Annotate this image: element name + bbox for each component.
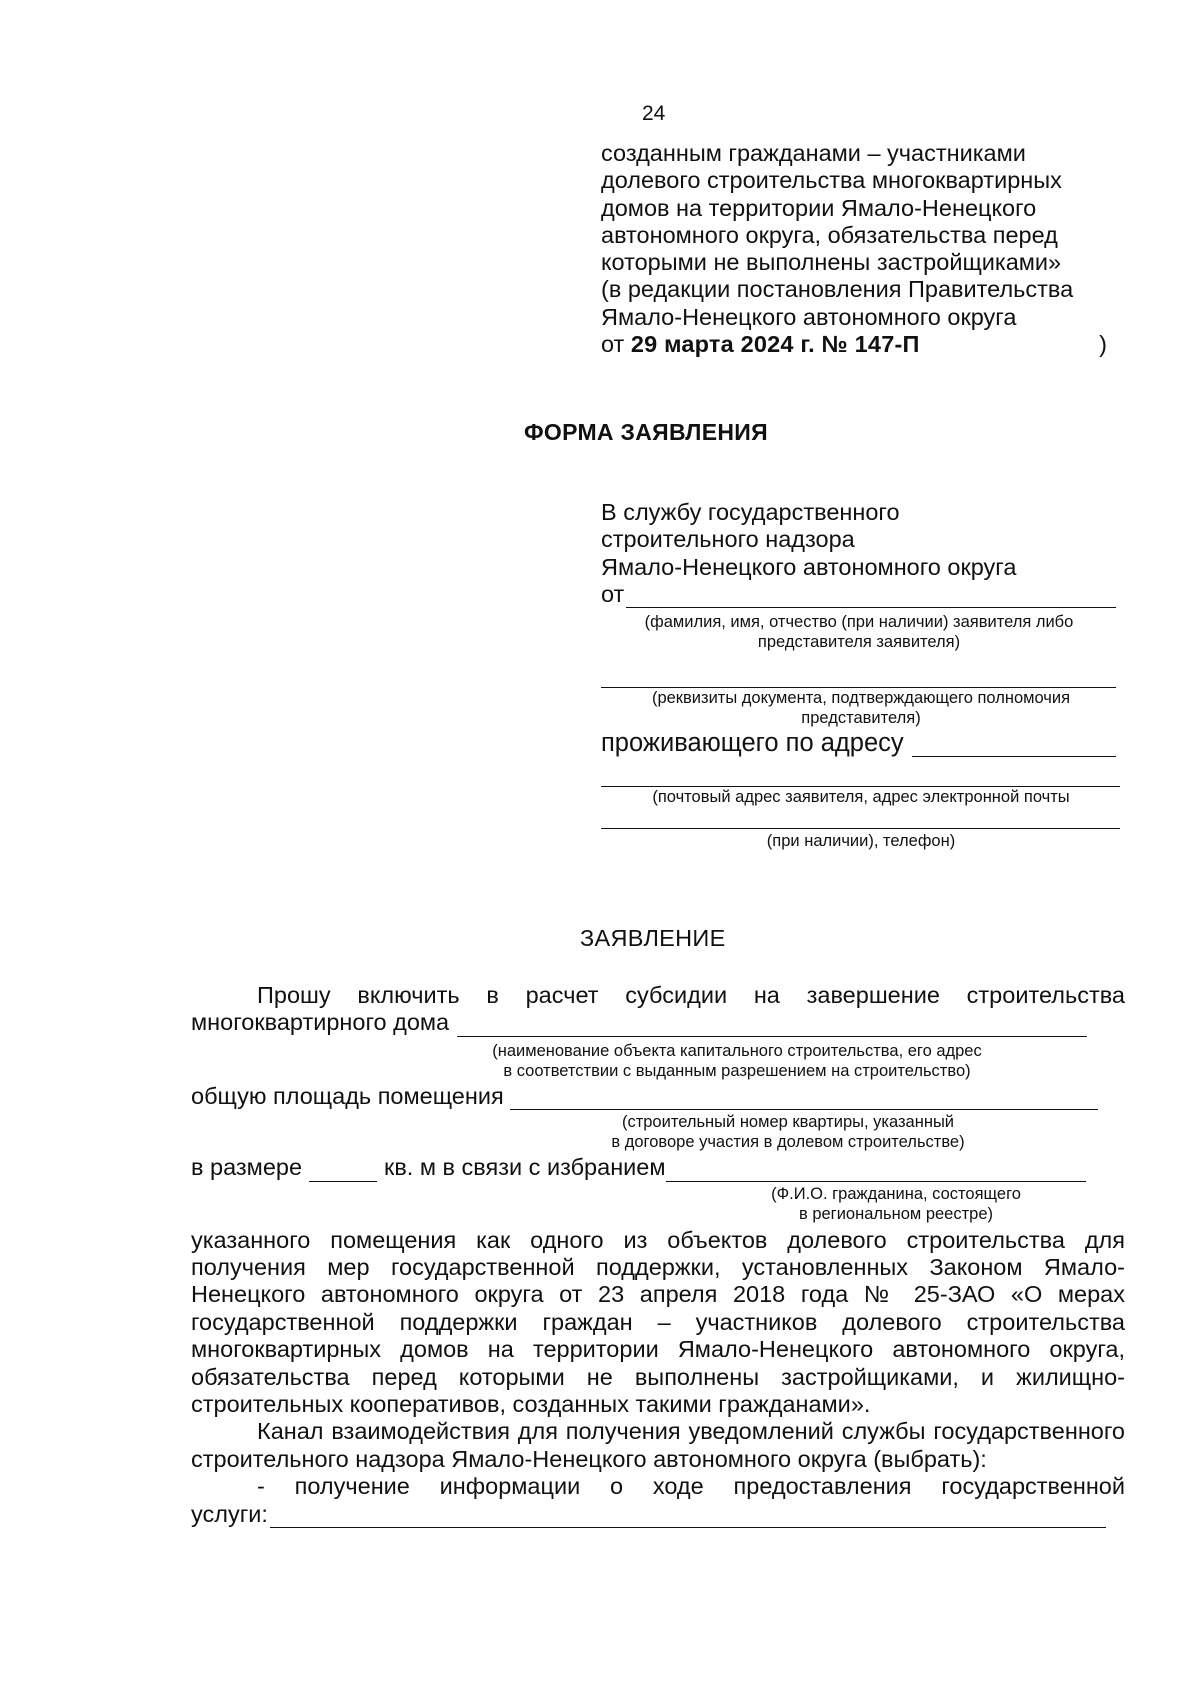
header-line: созданным гражданами – участниками [601,140,1026,166]
phone-row [601,807,1121,829]
building-label: многоквартирного дома [191,1009,450,1036]
statement-title: ЗАЯВЛЕНИЕ [580,925,726,951]
addressee-line: В службу государственного [601,499,900,525]
header-reference-block [601,140,1121,358]
service-info-field[interactable] [270,1505,1106,1528]
hint-applicant-name: (фамилия, имя, отчество (при наличии) заявителя либо представителя заявителя) [644,613,1074,652]
hint-building-object-line1: (наименование объекта капитального строительства, его адрес [492,1041,982,1060]
residence-row [601,730,1121,757]
citizen-name-field[interactable] [666,1159,1086,1182]
building-name-field[interactable] [457,1014,1087,1037]
building-row [191,1009,1125,1036]
applicant-name-field[interactable] [626,585,1116,608]
residence-label: проживающего по адресу [601,729,904,758]
hint-citizen-line1: (Ф.И.О. гражданина, состоящего [771,1184,1021,1203]
page-number: 24 [642,102,666,125]
residence-address-field[interactable] [912,734,1116,757]
header-line: долевого строительства многоквартирных [601,167,1062,194]
addressee-line: Ямало-Ненецкого автономного округа [601,553,1017,580]
hint-phone: (при наличии), телефон) [766,832,956,851]
date-prefix: от [601,331,631,358]
hint-building-object [487,1041,987,1081]
header-line: домов на территории Ямало-Ненецкого [601,194,1037,221]
size-prefix: в размере [191,1154,303,1181]
addressee-block [601,499,1121,851]
hint-citizen-line2: в региональном реестре) [798,1204,994,1223]
from-label: от [601,580,625,607]
hint-postal-address: (почтовый адрес заявителя, адрес электронной почты [652,788,1070,807]
size-field[interactable] [309,1159,377,1182]
from-row [601,581,1121,608]
header-line: которыми не выполнены застройщиками» [601,249,1062,276]
hint-apartment-line2: в договоре участия в долевом строительстве) [611,1133,965,1152]
header-date-line [601,331,1121,358]
paragraph-request-line1: Прошу включить в расчет субсидии на завершение строительства [257,982,1125,1008]
option-info-label: услуги: [191,1500,268,1527]
header-line: автономного округа, обязательства перед [601,221,1058,248]
hint-authority-document: (реквизиты документа, подтверждающего полномочия представителя) [651,689,1071,728]
addressee-line: строительного надзора [601,526,855,553]
paragraph-channel: Канал взаимодействия для получения уведомлений службы государственного строительного надзора Ямало-Ненецкого автономного округа (выбрать): [191,1418,1125,1472]
paragraph-law-reference: указанного помещения как одного из объектов долевого строительства для получения мер государственной поддержки, установленных Законом Ямало-Ненецкого автономного округа от 23 апреля 2018 года № 25-ЗАО «О мерах государственной поддержки граждан – участников долевого строительства многоквартирных домов на территории Ямало-Ненецкого автономного округа, обязательства перед которыми не выполнены застройщиками, и жилищно-строительных кооперативов, созданных такими гражданами». [191,1226,1125,1418]
hint-apartment-line1: (строительный номер квартиры, указанный [621,1113,955,1132]
statement-body [191,982,1125,1528]
option-info-line1: - получение информации о ходе предоставления государственной [257,1473,1125,1500]
header-line: Ямало-Ненецкого автономного округа [601,303,1017,330]
header-line: (в редакции постановления Правительства [601,276,1074,303]
resolution-date: 29 марта 2024 г. № 147-П [630,331,920,358]
address-row [601,757,1121,787]
size-middle: кв. м в связи с избранием [384,1154,666,1181]
hint-citizen [746,1184,1046,1224]
hint-building-object-line2: в соответствии с выданным разрешением на строительство) [503,1061,971,1080]
postal-address-field[interactable] [601,764,1120,787]
size-row [191,1154,1125,1181]
area-field[interactable] [510,1087,1098,1110]
document-row [601,652,1121,688]
area-label: общую площадь помещения [191,1082,504,1109]
phone-field[interactable] [601,814,1120,829]
option-info-row [191,1501,1125,1528]
hint-apartment [603,1112,973,1152]
authority-document-field[interactable] [601,665,1116,688]
closing-parenthesis: ) [1099,331,1107,358]
area-row [191,1083,1125,1110]
form-title: ФОРМА ЗАЯВЛЕНИЯ [524,419,768,445]
